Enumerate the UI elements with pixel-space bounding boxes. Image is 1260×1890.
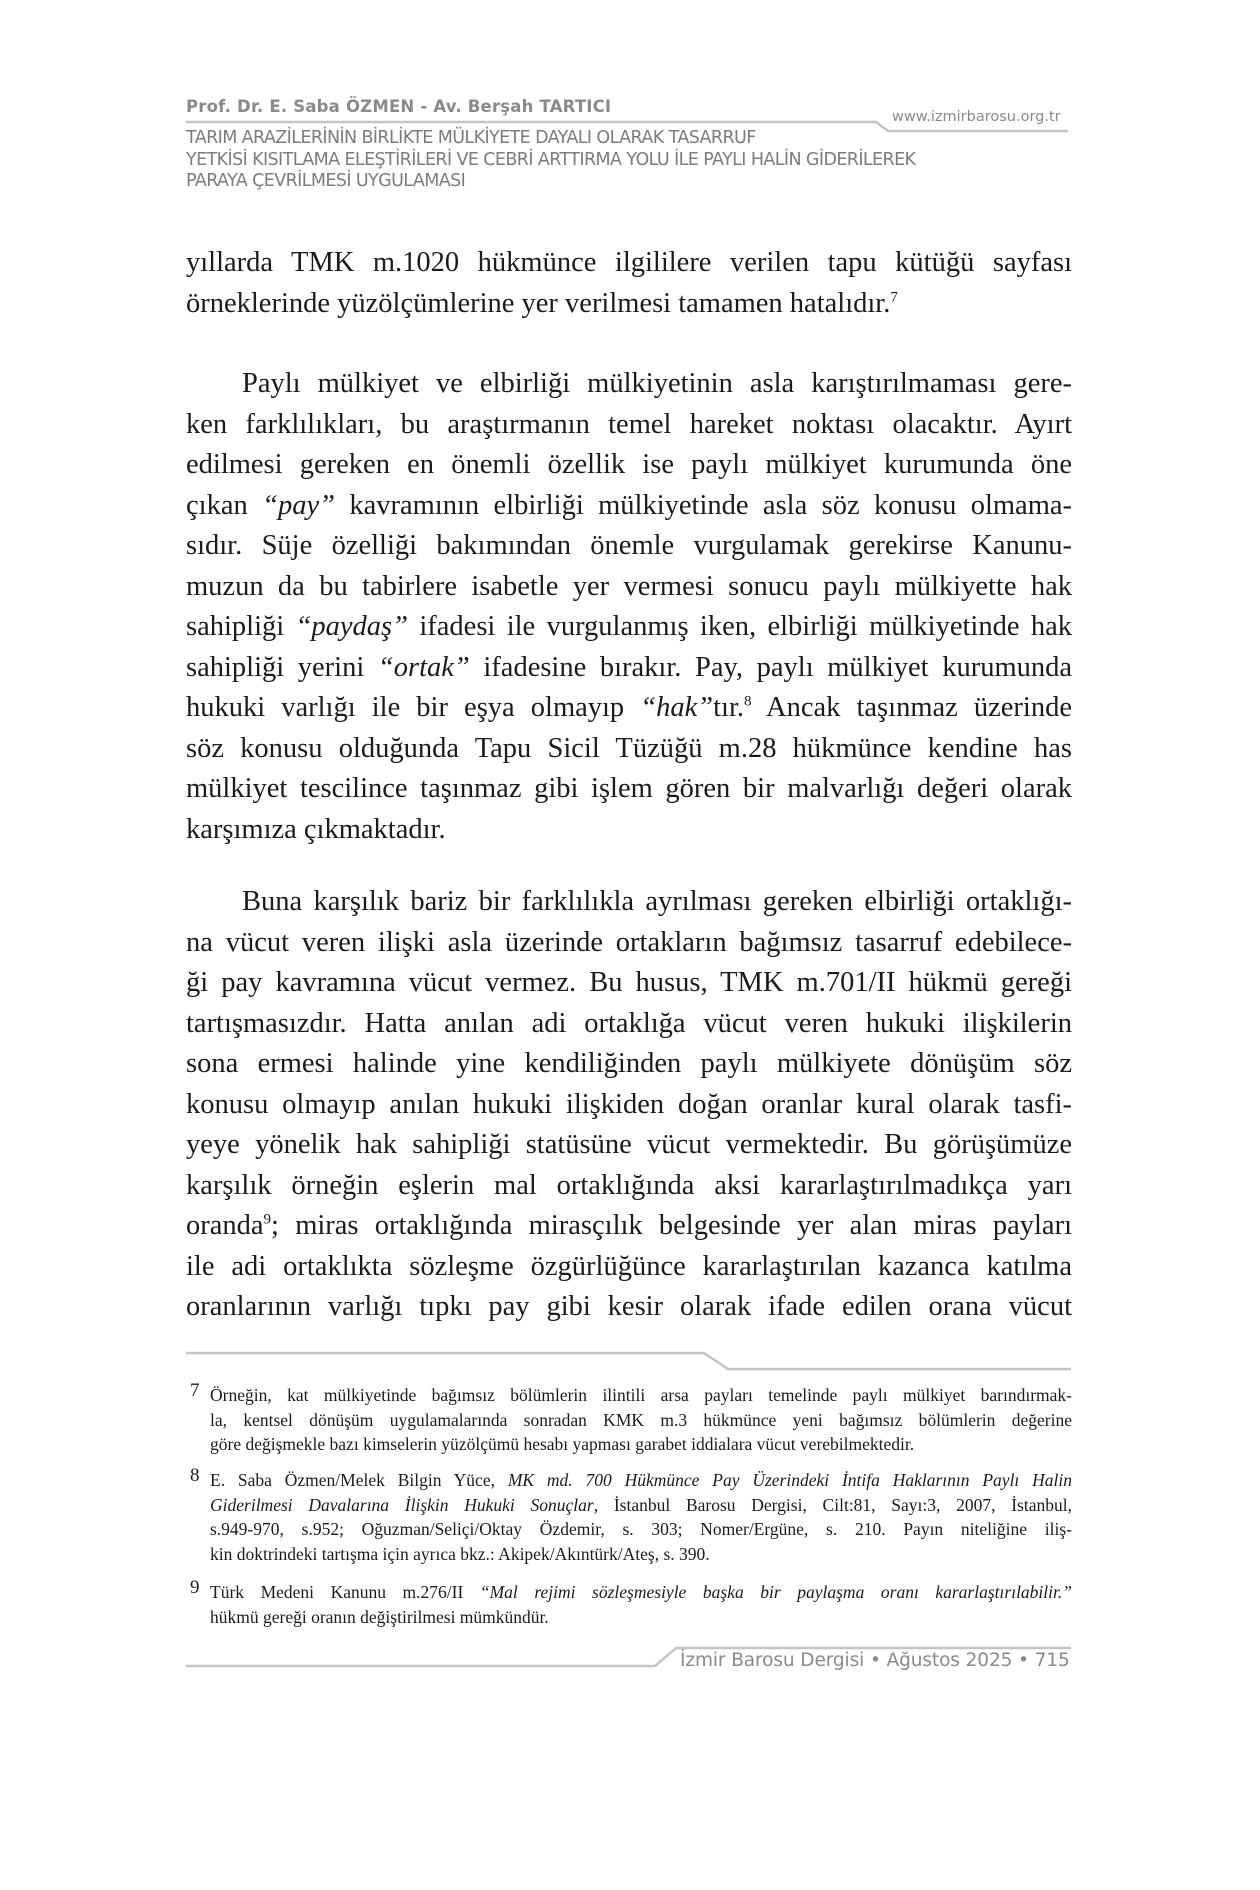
- footnote-number: 9: [190, 1577, 200, 1598]
- italic-quote: “Mal rejimi sözleşmesiyle başka bir paylaşma oranı kararlaştırılabilir.”: [479, 1582, 1072, 1602]
- footnote-number: 8: [190, 1465, 200, 1486]
- text-line: [186, 1206, 1072, 1247]
- footnote-separator-rule: [186, 1353, 1071, 1369]
- text-line: [186, 486, 1072, 527]
- text-line: sona ermesi halinde yine kendiliğinden paylı mülkiyete dönüşüm söz: [186, 1048, 1072, 1079]
- text-line: Buna karşılık bariz bir farklılıkla ayrılması gereken elbirliği ortaklığı-: [242, 886, 1072, 917]
- text-line: edilmesi gereken en önemli özellik ise paylı mülkiyet kurumunda öne: [186, 449, 1072, 480]
- text-run: hukuki varlığı ile bir eşya olmayıp: [186, 692, 641, 723]
- italic-title: Giderilmesi Davalarına İlişkin Hukuki Sonuçlar: [210, 1494, 594, 1515]
- text-run: oranda: [186, 1210, 264, 1241]
- text-line: [186, 607, 1072, 648]
- text-run: çıkan: [186, 489, 263, 521]
- footnote-ref-9[interactable]: 9: [263, 1211, 272, 1228]
- text-run: sahipliği yerini: [186, 651, 378, 683]
- text-run: örneklerinde yüzölçümlerine yer verilmesi tamamen hatalıdır.: [186, 287, 891, 319]
- footnote-9: [186, 1577, 1072, 1629]
- page-footer: İzmir Barosu Dergisi • Ağustos 2025 • 715: [680, 1650, 1070, 1671]
- text-line: mülkiyet tescilince taşınmaz gibi işlem gören bir malvarlığı değeri olarak: [186, 773, 1072, 804]
- header-title-line: YETKİSİ KISITLAMA ELEŞTİRİLERİ VE CEBRİ ARTTIRMA YOLU İLE PAYLI HALİN GİDERİLEREK: [186, 149, 916, 170]
- footnote-line: la, kentsel dönüşüm uygulamalarında sonradan KMK m.3 hükmünce yeni bağımsız bölümlerin değerine: [210, 1409, 1072, 1430]
- text-line: ği pay kavramına vücut vermez. Bu husus, TMK m.701/II hükmü gereği: [186, 967, 1072, 998]
- text-run: tır.: [713, 692, 745, 723]
- footnote-8: [186, 1465, 1072, 1566]
- footnote-line: göre değişmekle bazı kimselerin yüzölçümü hesabı yapması garabet iddialara vücut verebilmektedir.: [210, 1434, 915, 1454]
- text-run: ifadesine bırakır. Pay, paylı mülkiyet kurumunda: [469, 651, 1073, 683]
- footnote-line: [186, 1468, 1072, 1493]
- footnote-line: [186, 1493, 1072, 1518]
- italic-title: MK md. 700 Hükmünce Pay Üzerindeki İntifa Haklarının Paylı Halin: [507, 1470, 1072, 1490]
- text-line: oranlarının varlığı tıpkı pay gibi kesir olarak ifade edilen orana vücut: [186, 1291, 1072, 1322]
- paragraph-2: [186, 364, 1072, 850]
- text-line: konusu olmayıp anılan hukuki ilişkiden doğan oranlar kural olarak tasfi-: [186, 1088, 1072, 1120]
- footnote-line: hükmü gereği oranın değiştirilmesi mümkündür.: [210, 1606, 549, 1627]
- header-authors: Prof. Dr. E. Saba ÖZMEN - Av. Berşah TARTICI: [186, 97, 612, 116]
- text-line: yıllarda TMK m.1020 hükmünce ilgililere verilen tapu kütüğü sayfası: [186, 247, 1072, 278]
- text-line: karşılık örneğin eşlerin mal ortaklığında aksi kararlaştırılmadıkça yarı: [186, 1169, 1072, 1201]
- header-website: www.izmirbarosu.org.tr: [892, 109, 1061, 125]
- header-title-line: TARIM ARAZİLERİNİN BİRLİKTE MÜLKİYETE DAYALI OLARAK TASARRUF: [186, 128, 756, 148]
- footnote-7: [186, 1380, 1072, 1457]
- footnote-line: [186, 1580, 1072, 1605]
- text-run: E. Saba Özmen/Melek Bilgin Yüce,: [210, 1470, 508, 1490]
- italic-term: “pay”: [262, 489, 335, 521]
- text-line: ile adi ortaklıkta sözleşme özgürlüğünce kararlaştırılan kazanca katılma: [186, 1250, 1072, 1282]
- paragraph-3: [186, 882, 1072, 1328]
- italic-term: “hak”: [640, 692, 714, 723]
- text-run: ifadesi ile vurgulanmış iken, elbirliği mülkiyetinde hak: [408, 611, 1073, 642]
- text-line: tartışmasızdır. Hatta anılan adi ortaklığa vücut veren hukuki ilişkilerin: [186, 1007, 1072, 1039]
- text-line: na vücut veren ilişki asla üzerinde ortakların bağımsız tasarruf edebilece-: [186, 926, 1072, 958]
- header-article-title: [186, 128, 1086, 193]
- text-run: ; miras ortaklığında mirasçılık belgesinde yer alan miras payları: [271, 1210, 1072, 1241]
- footnote-line: kin doktrindeki tartışma için ayrıca bkz.: Akipek/Akıntürk/Ateş, s. 390.: [210, 1543, 710, 1564]
- paragraph-1: [186, 243, 1072, 324]
- text-line: [186, 688, 1072, 729]
- footnote-line: Örneğin, kat mülkiyetinde bağımsız bölümlerin ilintili arsa payları temelinde paylı mülkiyet barındırmak-: [210, 1385, 1072, 1405]
- text-run: Ancak taşınmaz üzerinde: [751, 692, 1072, 723]
- italic-term: “ortak”: [377, 651, 470, 683]
- footnote-ref-7[interactable]: 7: [890, 289, 898, 305]
- text-line: karşımıza çıkmaktadır.: [186, 813, 446, 845]
- text-run: , İstanbul Barosu Dergisi, Cilt:81, Sayı:3, 2007, İstanbul,: [593, 1494, 1072, 1515]
- footnote-line: s.949-970, s.952; Oğuzman/Seliçi/Oktay Özdemir, s. 303; Nomer/Ergüne, s. 210. Payın niteliğine iliş-: [210, 1519, 1072, 1539]
- text-line: söz konusu olduğunda Tapu Sicil Tüzüğü m.28 hükmünce kendine has: [186, 732, 1072, 764]
- text-run: sahipliği: [186, 611, 296, 642]
- text-line: [186, 648, 1072, 689]
- footnote-ref-8[interactable]: 8: [744, 693, 752, 710]
- text-line: Paylı mülkiyet ve elbirliği mülkiyetinin asla karıştırılmaması gere-: [242, 368, 1072, 399]
- italic-term: “paydaş”: [295, 611, 408, 642]
- text-line: yeye yönelik hak sahipliği statüsüne vücut vermektedir. Bu görüşümüze: [186, 1129, 1072, 1160]
- text-line: muzun da bu tabirlere isabetle yer vermesi sonucu paylı mülkiyette hak: [186, 570, 1072, 602]
- footnote-number: 7: [190, 1380, 200, 1401]
- text-run: Türk Medeni Kanunu m.276/II: [210, 1582, 480, 1602]
- text-line: ken farklılıkları, bu araştırmanın temel hareket noktası olacaktır. Ayırt: [186, 408, 1072, 440]
- text-line: [186, 284, 1072, 325]
- text-run: kavramının elbirliği mülkiyetinde asla söz konusu olmama-: [334, 489, 1072, 521]
- header-title-line: PARAYA ÇEVRİLMESİ UYGULAMASI: [186, 171, 466, 191]
- text-line: sıdır. Süje özelliği bakımından önemle vurgulamak gerekirse Kanunu-: [186, 530, 1072, 561]
